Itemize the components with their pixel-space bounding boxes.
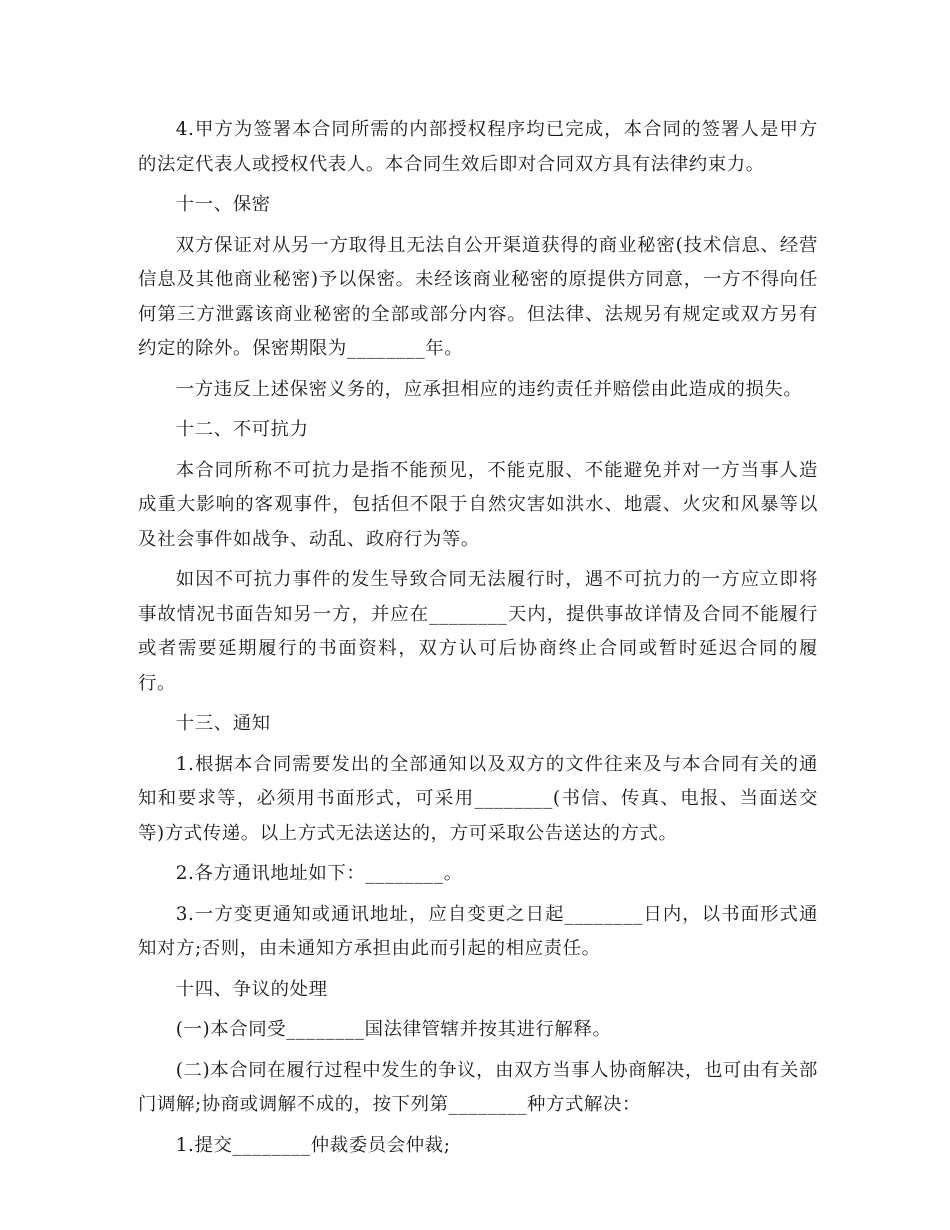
paragraph-arbitration: 1.提交________仲裁委员会仲裁; bbox=[175, 1134, 451, 1156]
paragraph-confidentiality-scope: 双方保证对从另一方取得且无法自公开渠道获得的商业秘密(技术信息、经营信息及其他商业秘密)予以保密。未经该商业秘密的原提供方同意，一方不得向任何第三方泄露该商业秘密的全部或部分内容。但法律、法规另有规定或双方另有约定的除外。保密期限为________年。 bbox=[138, 234, 818, 359]
paragraph-force-majeure-definition: 本合同所称不可抗力是指不能预见，不能克服、不能避免并对一方当事人造成重大影响的客观事件，包括但不限于自然灾害如洪水、地震、火灾和风暴等以及社会事件如战争、动乱、政府行为等。 bbox=[138, 459, 818, 550]
paragraph-confidentiality-breach: 一方违反上述保密义务的，应承担相应的违约责任并赔偿由此造成的损失。 bbox=[175, 378, 803, 400]
paragraph-dispute-resolution: (二)本合同在履行过程中发生的争议，由双方当事人协商解决，也可由有关部门调解;协商或调解不成的，按下列第________种方式解决： bbox=[138, 1059, 818, 1115]
section-heading-confidentiality: 十一、保密 bbox=[175, 194, 271, 215]
document-body bbox=[138, 113, 818, 1169]
paragraph-notice-address: 2.各方通讯地址如下：________。 bbox=[175, 863, 463, 884]
paragraph-notice-method: 1.根据本合同需要发出的全部通知以及双方的文件往来及与本合同有关的通知和要求等，必须用书面形式，可采用________(书信、传真、电报、当面送交等)方式传递。以上方式无法送达的，方可采取公告送达的方式。 bbox=[138, 753, 818, 844]
paragraph-force-majeure-notice: 如因不可抗力事件的发生导致合同无法履行时，遇不可抗力的一方应立即将事故情况书面告知另一方，并应在________天内，提供事故详情及合同不能履行或者需要延期履行的书面资料，双方认可后协商终止合同或暂时延迟合同的履行。 bbox=[138, 569, 818, 694]
paragraph-notice-change: 3.一方变更通知或通讯地址，应自变更之日起________日内，以书面形式通知对方;否则，由未通知方承担由此而引起的相应责任。 bbox=[138, 903, 818, 959]
section-heading-notice: 十三、通知 bbox=[175, 713, 271, 734]
paragraph-governing-law: (一)本合同受________国法律管辖并按其进行解释。 bbox=[175, 1019, 612, 1040]
section-heading-disputes: 十四、争议的处理 bbox=[175, 978, 328, 1000]
paragraph-authorization: 4.甲方为签署本合同所需的内部授权程序均已完成，本合同的签署人是甲方的法定代表人或授权代表人。本合同生效后即对合同双方具有法律约束力。 bbox=[138, 119, 818, 175]
section-heading-force-majeure: 十二、不可抗力 bbox=[175, 419, 309, 440]
